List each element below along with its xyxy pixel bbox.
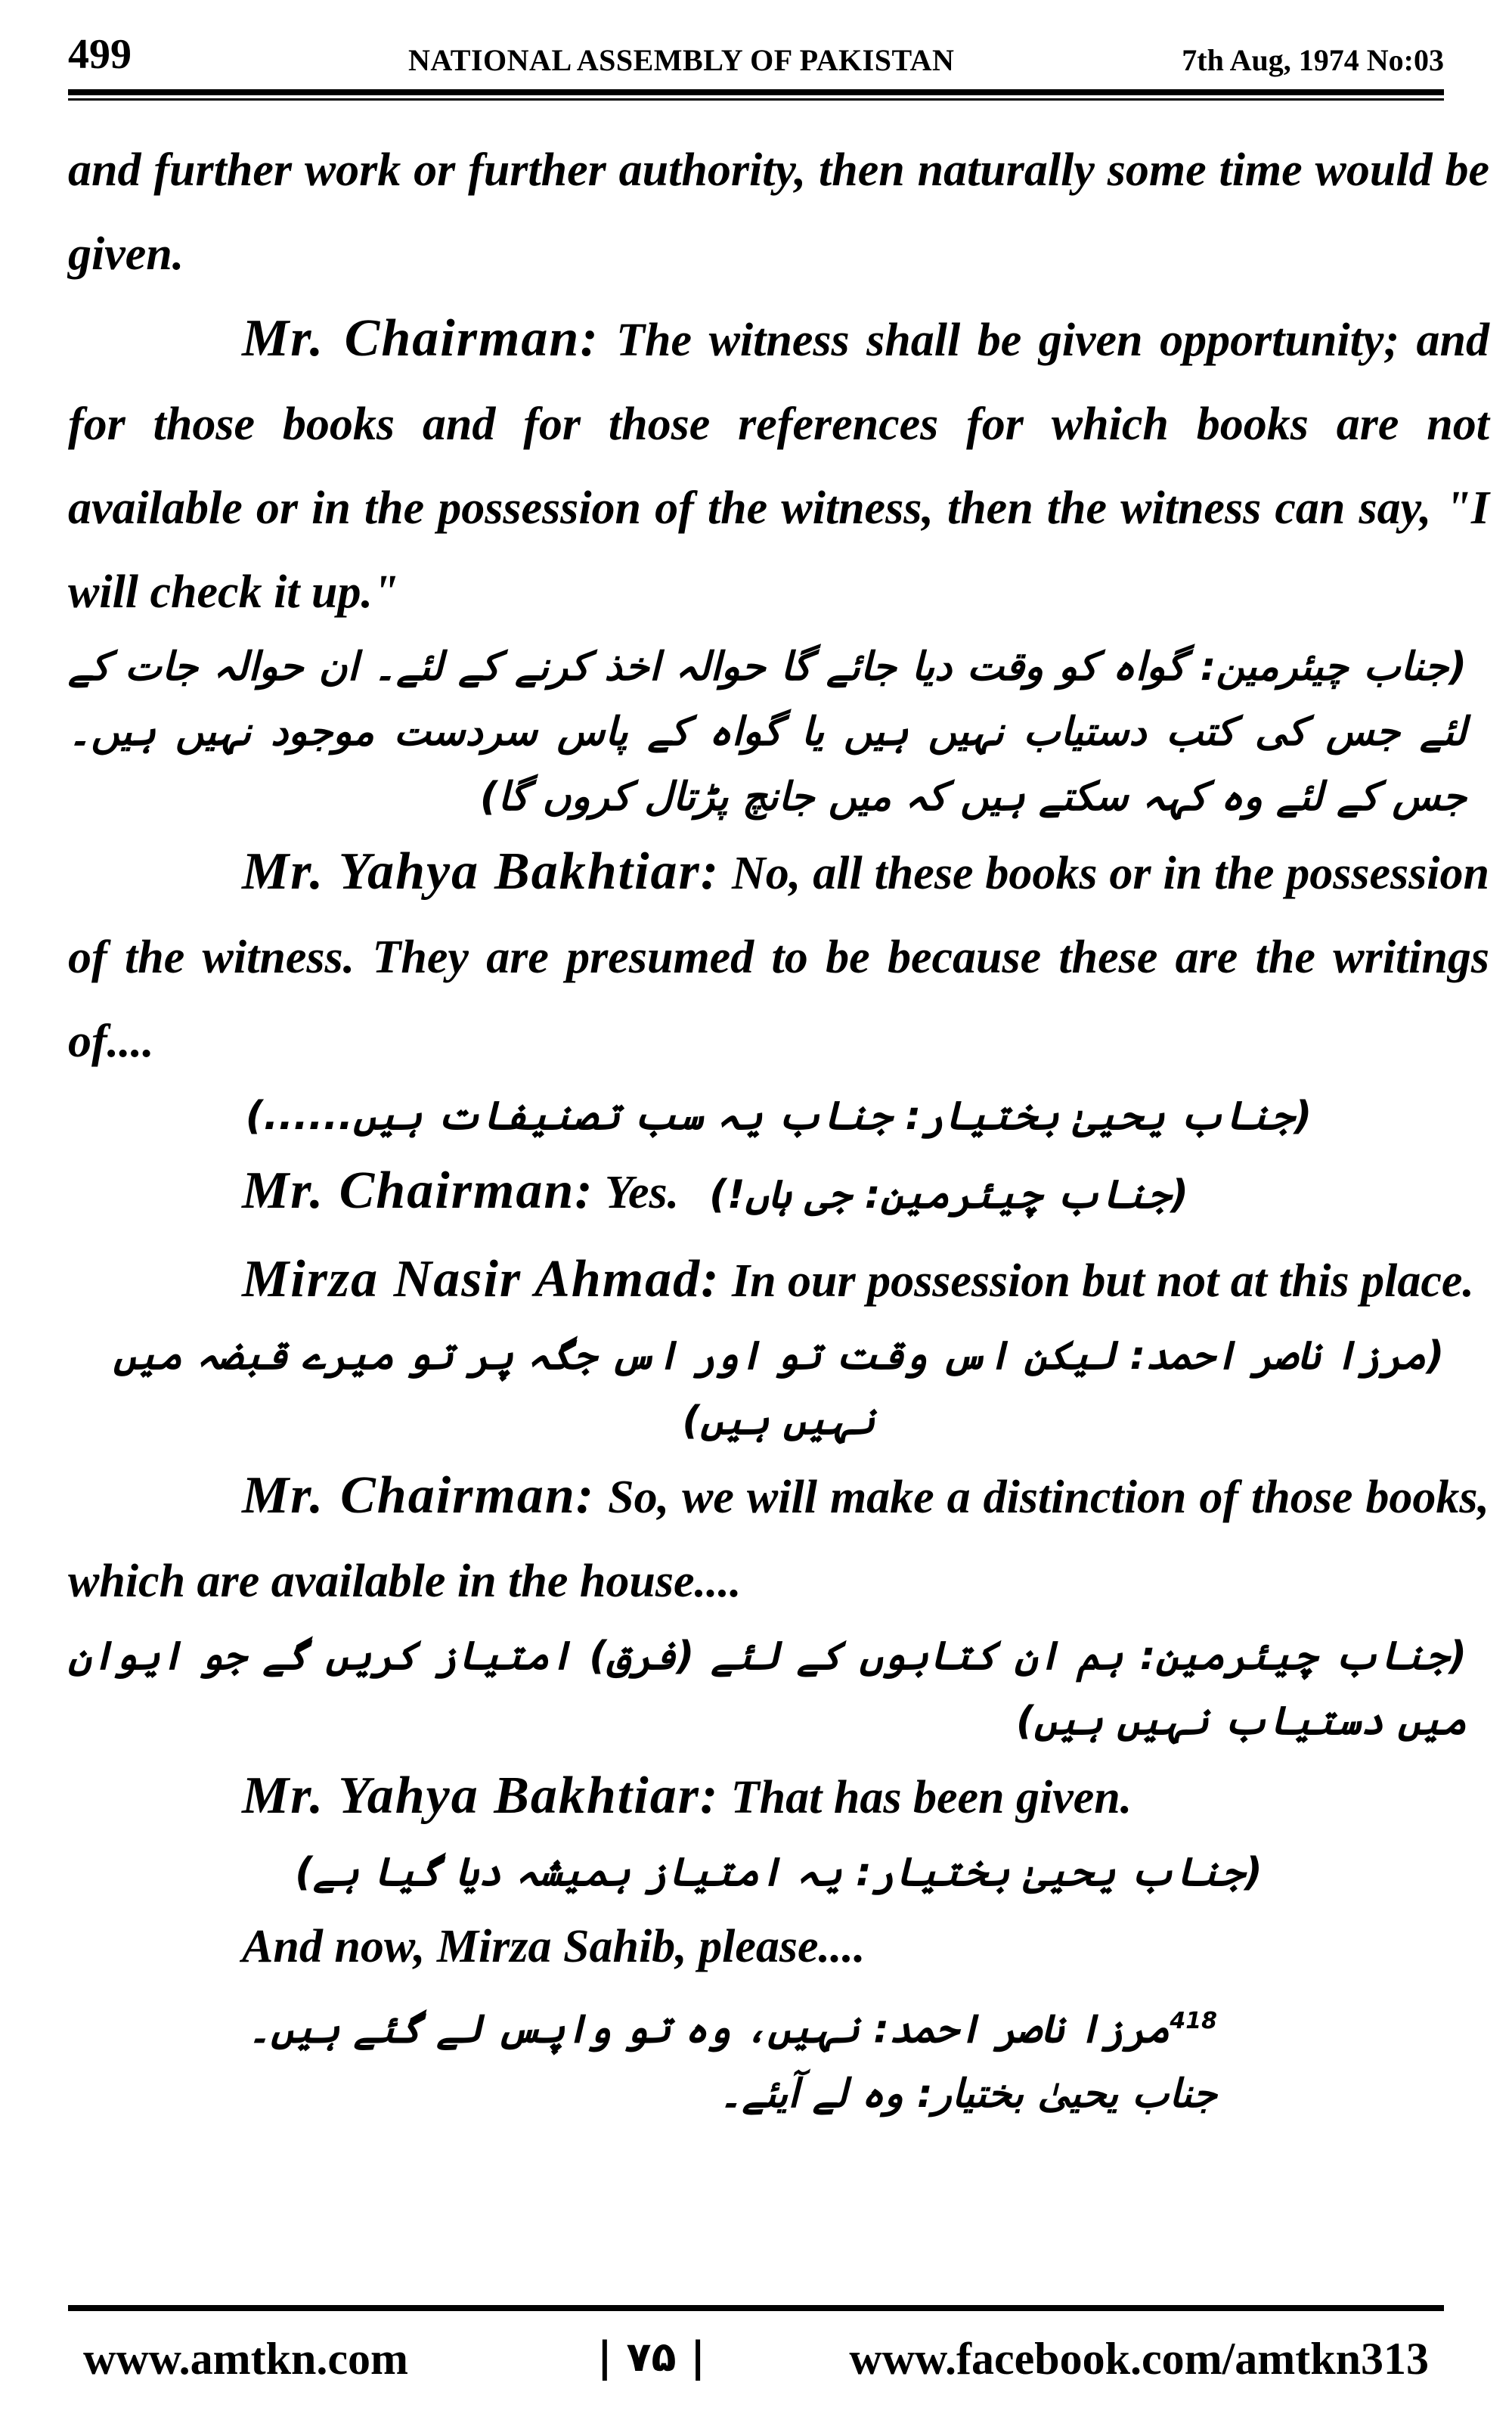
urdu-translation-3: (مرزا ناصر احمد: لیکن اس وقت تو اور اس جگہ پر تو میرے قبضہ میں نہیں ہیں)	[113, 1333, 1445, 1444]
publication-title: NATIONAL ASSEMBLY OF PAKISTAN	[408, 43, 955, 77]
paragraph-mirza-1	[68, 1237, 1489, 1323]
footnote-reference: 418	[1170, 2008, 1217, 2034]
urdu-page-number: | ۷۵ |	[597, 2333, 705, 2381]
paragraph-chairman-2	[68, 1149, 1489, 1237]
page-number: 499	[68, 31, 132, 78]
header-rule-thin	[68, 98, 1444, 101]
footer-rule	[68, 2305, 1444, 2311]
speaker-label: Mirza Nasir Ahmad:	[242, 1250, 720, 1308]
speaker-label: Mr. Yahya Bakhtiar:	[242, 1767, 720, 1825]
paragraph-chairman-1	[68, 296, 1489, 634]
paragraph-chairman-3	[68, 1454, 1489, 1624]
paragraph-bakhtiar-1	[68, 830, 1489, 1084]
facebook-link[interactable]: www.facebook.com/amtkn313	[849, 2334, 1429, 2384]
paragraph-continuation: and further work or further authority, then naturally some time would be given.	[68, 144, 1489, 280]
speech-text: The witness shall be given opportunity; and for those books and for those references for which books are not available or in the possession of the witness, then the witness can say, "I will check it up."	[68, 315, 1490, 618]
speech-text: Yes.	[593, 1167, 680, 1218]
urdu-translation-4: (جناب چیئرمین: ہم ان کتابوں کے لئے (فرق) امتیاز کریں گے جو ایوان میں دستیاب نہیں ہیں)	[68, 1634, 1467, 1744]
urdu-translation-5: (جناب یحییٰ بختیار: یہ امتیاز ہمیشہ دیا گیا ہے)	[295, 1850, 1263, 1895]
speaker-label: Mr. Chairman:	[242, 1162, 594, 1220]
header-rule	[68, 89, 1444, 95]
website-link[interactable]: www.amtkn.com	[83, 2334, 408, 2384]
speech-text: That has been given.	[719, 1772, 1132, 1823]
urdu-text: مرزا ناصر احمد: نہیں، وہ تو واپس لے گئے ہیں۔	[247, 2006, 1170, 2052]
urdu-line-bakhtiar: جناب یحییٰ بختیار: وہ لے آیئے۔	[719, 2071, 1217, 2118]
page-body	[68, 129, 1489, 2127]
page-header	[68, 30, 1444, 83]
speech-text: No, all these books or in the possession of the witness. They are presumed to be because these are the writings of....	[68, 848, 1489, 1067]
speech-text: In our possession but not at this place.	[720, 1255, 1474, 1307]
speaker-label: Mr. Chairman:	[242, 309, 600, 368]
speaker-label: Mr. Yahya Bakhtiar:	[242, 842, 720, 901]
urdu-translation-1: (جناب چیئرمین: گواہ کو وقت دیا جائے گا حوالہ اخذ کرنے کے لئے۔ ان حوالہ جات کے لئے جس کی کتب دستیاب نہیں ہیں یا گواہ کے پاس سردست موجود نہیں ہیں۔ جس کے لئے وہ کہہ سکتے ہیں کہ میں جانچ پڑتال کروں گا)	[68, 644, 1467, 820]
paragraph-bakhtiar-3: And now, Mirza Sahib, please....	[242, 1921, 866, 1972]
urdu-inline-translation: (جناب چیئرمین: جی ہاں!)	[709, 1172, 1189, 1218]
speaker-label: Mr. Chairman:	[242, 1466, 596, 1525]
urdu-translation-2: (جناب یحییٰ بختیار: جناب یہ سب تصنیفات ہیں......)	[245, 1094, 1312, 1139]
paragraph-bakhtiar-2	[68, 1754, 1489, 1840]
session-date: 7th Aug, 1974 No:03	[1182, 43, 1444, 77]
speech-text: So, we will make a distinction of those books, which are available in the house....	[68, 1472, 1489, 1607]
urdu-line-mirza	[68, 1989, 1489, 2062]
